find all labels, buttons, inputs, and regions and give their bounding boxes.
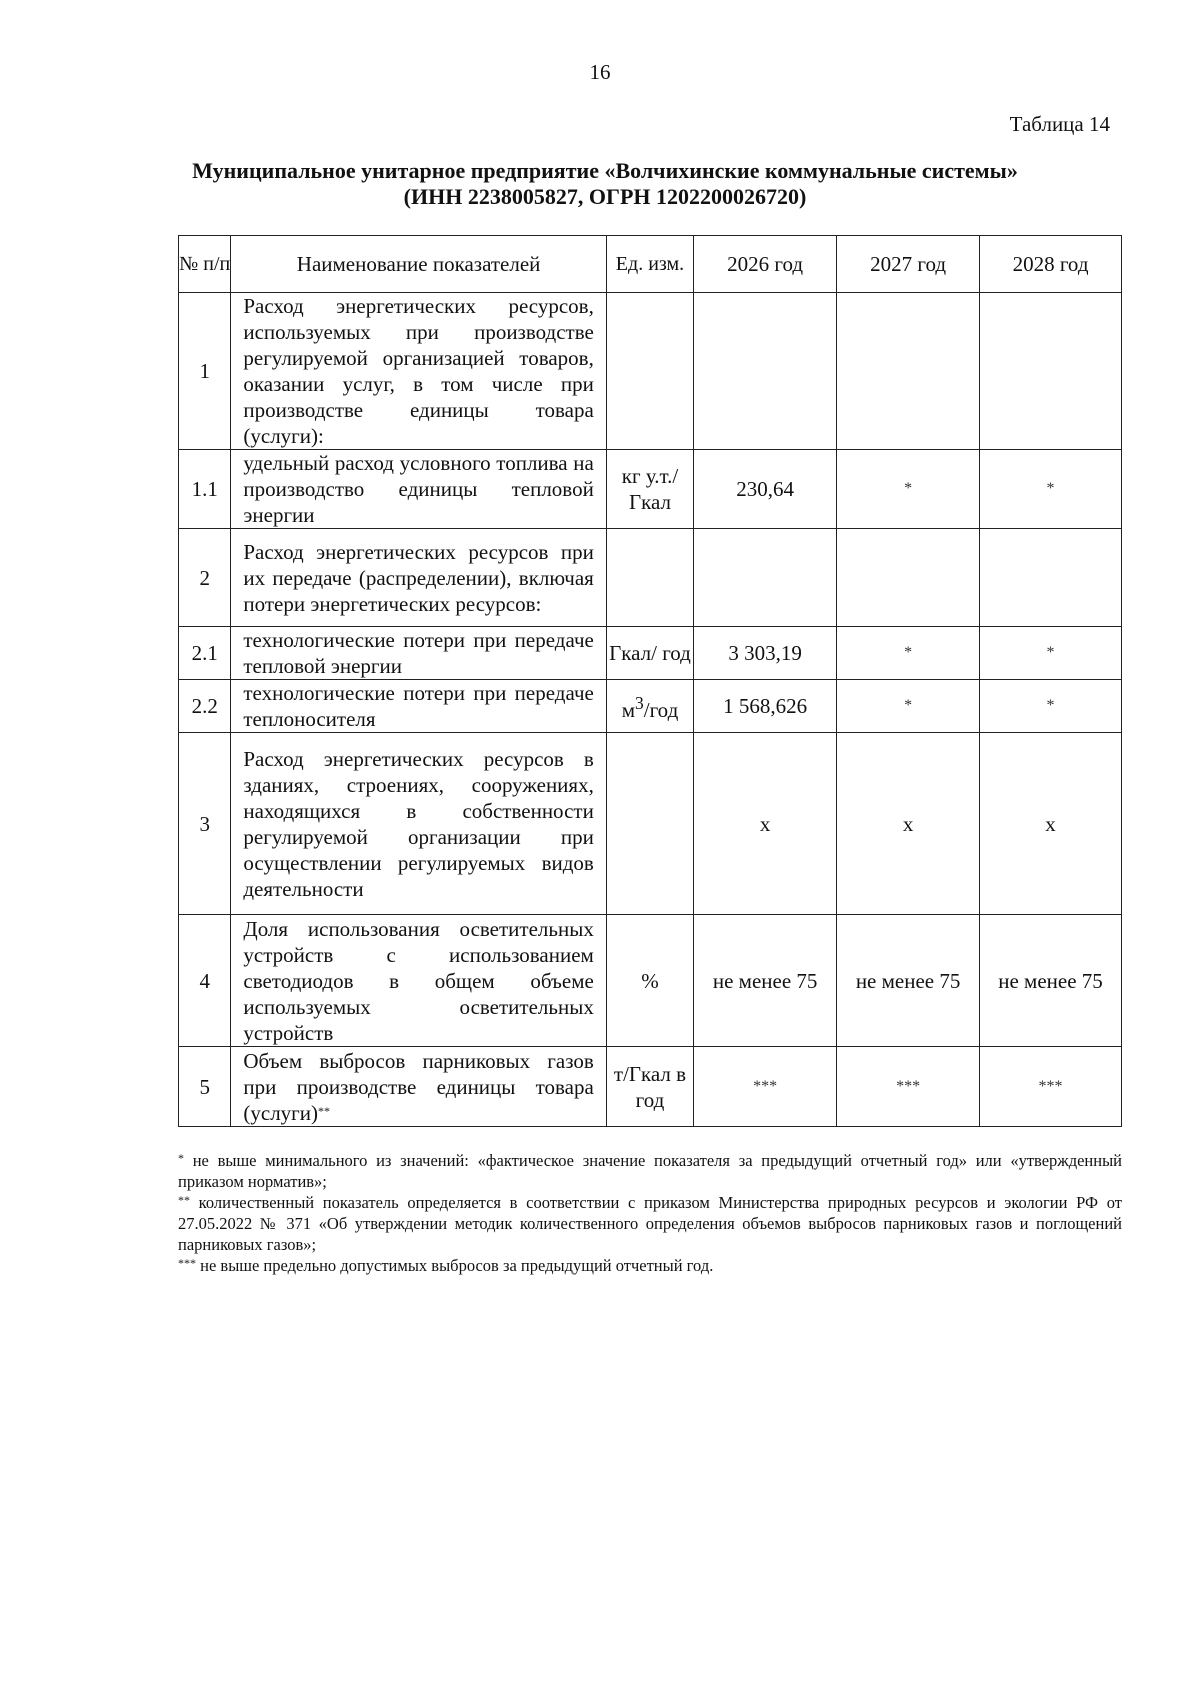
table-row [179,529,1122,627]
footnote-text: не выше минимального из значений: «фактическое значение показателя за предыдущий отчетный год» или «утвержденный приказом норматив»; [178,1151,1122,1191]
table-row [179,627,1122,680]
row-num: 4 [179,915,231,1047]
unit-base: м [621,697,635,722]
header-name: Наименование показателей [231,236,606,293]
unit-rest: /год [643,697,679,722]
unit-superscript: 3 [635,692,644,713]
footnote-mark: *** [178,1256,196,1270]
row-num: 1.1 [179,450,231,529]
table-row [179,450,1122,529]
row-value-2027: х [837,733,980,915]
row-value-2028: * [980,627,1122,680]
row-name: удельный расход условного топлива на производство единицы тепловой энергии [231,450,606,529]
row-num: 1 [179,293,231,450]
footnote [178,1255,1122,1276]
row-value-2026: не менее 75 [694,915,837,1047]
table-label: Таблица 14 [1009,112,1110,136]
row-value-2027 [837,529,980,627]
footnotes [178,1150,1122,1276]
table-row [179,733,1122,915]
row-value-2027: *** [837,1047,980,1127]
table-row [179,915,1122,1047]
row-unit: % [606,915,693,1047]
row-value-2027: не менее 75 [837,915,980,1047]
header-2027: 2027 год [837,236,980,293]
indicators-table [178,235,1122,1127]
row-num: 3 [179,733,231,915]
header-2028: 2028 год [980,236,1122,293]
table-row [179,1047,1122,1127]
row-unit [606,529,693,627]
row-name: технологические потери при передаче теплоносителя [231,680,606,733]
table-row [179,680,1122,733]
row-value-2028: не менее 75 [980,915,1122,1047]
title-line-2: (ИНН 2238005827, ОГРН 1202200026720) [403,184,807,209]
footnote [178,1150,1122,1192]
footnote-text: количественный показатель определяется в соответствии с приказом Министерства природных ресурсов и экологии РФ от 27.05.2022 № 371 «Об утверждении методик количественного определения объемов выбросов парниковых газов и поглощений парниковых газов»; [178,1193,1122,1254]
row-value-2028: *** [980,1047,1122,1127]
header-2026: 2026 год [694,236,837,293]
footnote-mark: * [178,1151,184,1165]
page-number: 16 [589,60,611,84]
row-value-2028: х [980,733,1122,915]
row-value-2028: * [980,450,1122,529]
row-value-2026: 3 303,19 [694,627,837,680]
row-unit [606,680,693,733]
row-value-2027: * [837,627,980,680]
row-value-2026: х [694,733,837,915]
row-value-2026 [694,293,837,450]
row-name: Расход энергетических ресурсов при их передаче (распределении), включая потери энергетических ресурсов: [231,529,606,627]
row-unit: т/Гкал в год [606,1047,693,1127]
document-title [150,158,1060,210]
title-line-1: Муниципальное унитарное предприятие «Волчихинские коммунальные системы» [192,158,1018,183]
row-num: 2 [179,529,231,627]
row-name-text: Объем выбросов парниковых газов при производстве единицы товара (услуги) [243,1048,594,1125]
row-unit: Гкал/ год [606,627,693,680]
header-num: № п/п [179,236,231,293]
row-name [231,1047,606,1127]
row-value-2026: 1 568,626 [694,680,837,733]
row-value-2027 [837,293,980,450]
row-value-2028 [980,293,1122,450]
row-value-2026: 230,64 [694,450,837,529]
row-num: 2.2 [179,680,231,733]
row-unit: кг у.т./ Гкал [606,450,693,529]
row-value-2026: *** [694,1047,837,1127]
table-row [179,293,1122,450]
row-num: 2.1 [179,627,231,680]
row-name: Расход энергетических ресурсов в зданиях, строениях, сооружениях, находящихся в собственности регулируемой организации при осуществлении регулируемых видов деятельности [231,733,606,915]
row-value-2028 [980,529,1122,627]
row-unit [606,293,693,450]
row-name: Расход энергетических ресурсов, используемых при производстве регулируемой организацией товаров, оказании услуг, в том числе при производстве единицы товара (услуги): [231,293,606,450]
table-header-row [179,236,1122,293]
footnote-mark: ** [178,1193,190,1207]
row-value-2028: * [980,680,1122,733]
row-value-2027: * [837,680,980,733]
footnote [178,1192,1122,1255]
row-num: 5 [179,1047,231,1127]
row-name: технологические потери при передаче тепловой энергии [231,627,606,680]
footnote-text: не выше предельно допустимых выбросов за предыдущий отчетный год. [196,1256,714,1275]
row-value-2027: * [837,450,980,529]
row-value-2026 [694,529,837,627]
header-unit: Ед. изм. [606,236,693,293]
footnote-mark: ** [318,1103,331,1118]
row-name: Доля использования осветительных устройств с использованием светодиодов в общем объеме используемых осветительных устройств [231,915,606,1047]
row-unit [606,733,693,915]
